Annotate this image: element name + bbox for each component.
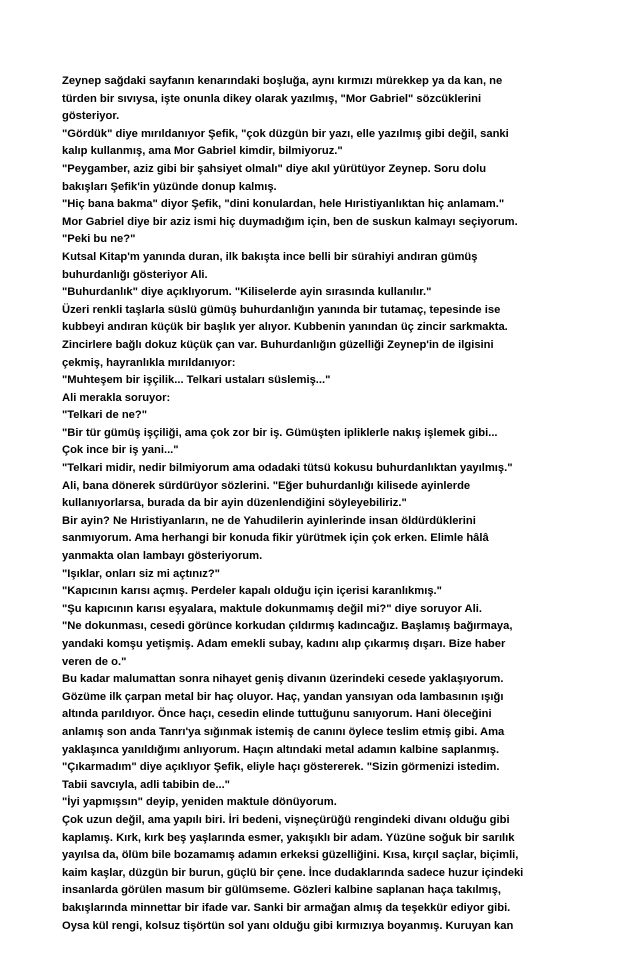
text-line: insanlarda görülen masum bir gülümseme. Gözleri kalbine saplanan haça takılmış, xyxy=(62,884,501,897)
text-line: yandaki komşu yetişmiş. Adam emekli subay, kadını alıp çıkarmış dışarı. Bize haber xyxy=(62,638,506,650)
text-line: "Kapıcının karısı açmış. Perdeler kapalı olduğu için içerisi karanlıkmış." xyxy=(62,585,442,598)
text-line: kubbeyi andıran küçük bir başlık yer alıyor. Kubbenin yanından üç zincir sarkmakta. xyxy=(62,321,508,334)
text-line: çekmiş, hayranlıkla mırıldanıyor: xyxy=(62,356,236,369)
text-line: buhurdanlığı gösteriyor Ali. xyxy=(62,268,208,281)
text-line xyxy=(62,935,580,953)
text-line: Ali, bana dönerek sürdürüyor sözlerini. "Eğer buhurdanlığı kilisede ayinlerde xyxy=(62,479,471,492)
text-line: yayılsa da, ölüm bile bozamamış adamın erkeksi güzelliğini. Kısa, kırçıl saçlar, biçimli, xyxy=(62,849,519,862)
text-line: "Ne dokunması, cesedi görünce korkudan çıldırmış kadıncağız. Başlamış bağırmaya, xyxy=(62,620,513,633)
text-line: kaim kaşlar, düzgün bir burun, güçlü bir çene. İnce dudaklarında sadece huzur içindeki xyxy=(62,866,524,879)
text-line: veren de o." xyxy=(62,655,127,668)
text-line: "Telkari de ne?" xyxy=(62,409,148,422)
text-line: Çok ince bir iş yani..." xyxy=(62,444,179,457)
text-line: "Buhurdanlık" diye açıklıyorum. "Kiliselerde ayin sırasında kullanılır." xyxy=(62,286,432,299)
text-line: bakışları Şefik'in yüzünde donup kalmış. xyxy=(62,180,277,193)
text-line: türden bir sıvıysa, işte onunla dikey olarak yazılmış, "Mor Gabriel" sözcüklerini xyxy=(62,92,482,105)
text-line: Zincirlere bağlı dokuz küçük çan var. Buhurdanlığın güzelliği Zeynep'in de ilgisini xyxy=(62,338,494,351)
text-line: sanmıyorum. Ama herhangi bir konuda fikir yürütmek için çok erken. Elimle hâlâ xyxy=(62,532,489,545)
text-line: "Gördük" diye mırıldanıyor Şefik, "çok düzgün bir yazı, elle yazılmış gibi değil, sanki xyxy=(62,127,509,140)
text-line: kaplamış. Kırk, kırk beş yaşlarında esmer, yakışıklı bir adam. Yüzüne soğuk bir sarılık xyxy=(62,831,515,844)
text-line: Mor Gabriel diye bir aziz ismi hiç duymadığım için, ben de suskun kalmayı seçiyorum. xyxy=(62,215,518,228)
document-page xyxy=(62,73,580,953)
text-line: "Telkari midir, nedir bilmiyorum ama odadaki tütsü kokusu buhurdanlıktan yayılmış." xyxy=(62,462,513,475)
text-line: kullanıyorlarsa, burada da bir ayin düzenlendiğini söyleyebiliriz." xyxy=(62,497,407,510)
text-line: "Hiç bana bakma" diyor Şefik, "dini konulardan, hele Hıristiyanlıktan hiç anlamam." xyxy=(62,198,505,211)
text-line: "Muhteşem bir işçilik... Telkari ustaları süslemiş..." xyxy=(62,374,331,387)
text-line: Kutsal Kitap'm yanında duran, ilk bakışta ince belli bir sürahiyi andıran gümüş xyxy=(62,250,478,263)
text-line: Tabii savcıyla, adli tabibin de..." xyxy=(62,778,230,791)
text-line: "Şu kapıcının karısı eşyalara, maktule dokunmamış değil mi?" diye soruyor Ali. xyxy=(62,602,482,615)
text-line: altında parıldıyor. Önce haçı, cesedin elinde tuttuğunu sanıyorum. Hani öleceğini xyxy=(62,708,492,721)
text-line: Bu kadar malumattan sonra nihayet geniş divanın üzerindeki cesede yaklaşıyorum. xyxy=(62,673,504,686)
text-line: yaklaşınca yanıldığımı anlıyorum. Haçın altındaki metal adamın kalbine saplanmış. xyxy=(62,743,500,756)
text-line: anlamış son anda Tanrı'ya sığınmak istemiş de canını öylece teslim etmiş gibi. Ama xyxy=(62,725,505,738)
text-line: "Işıklar, onları siz mi açtınız?" xyxy=(62,567,220,580)
text-line: "İyi yapmışsın" deyip, yeniden maktule dönüyorum. xyxy=(62,796,337,809)
text-line: Çok uzun değil, ama yapılı biri. İri bedeni, vişneçürüğü rengindeki divanı olduğu gibi xyxy=(62,813,510,826)
text-line: Üzeri renkli taşlarla süslü gümüş buhurdanlığın yanında bir tutamaç, tepesinde ise xyxy=(62,303,501,316)
text-line: bakışlarında minnettar bir ifade var. Sanki bir armağan almış da teşekkür ediyor gibi. xyxy=(62,901,511,914)
text-line: "Bir tür gümüş işçiliği, ama çok zor bir iş. Gümüşten ipliklerle nakış işlemek gibi... xyxy=(62,426,498,439)
text-line: "Çıkarmadım" diye açıklıyor Şefik, eliyle haçı göstererek. "Sizin görmenizi istedim. xyxy=(62,761,500,774)
text-line: Oysa kül rengi, kolsuz tişörtün sol yanı olduğu gibi kırmızıya boyanmış. Kuruyan kan xyxy=(62,919,514,932)
text-line: Zeynep sağdaki sayfanın kenarındaki boşluğa, aynı kırmızı mürekkep ya da kan, ne xyxy=(62,75,503,87)
text-line: Ali merakla soruyor: xyxy=(62,391,171,404)
text-line: kalıp kullanmış, ama Mor Gabriel kimdir, bilmiyoruz." xyxy=(62,145,343,158)
text-line: gösteriyor. xyxy=(62,110,120,123)
text-line: Gözüme ilk çarpan metal bir haç oluyor. Haç, yandan yansıyan oda lambasının ışığı xyxy=(62,690,504,703)
text-line: "Peki bu ne?" xyxy=(62,233,136,246)
text-line: Bir ayin? Ne Hıristiyanların, ne de Yahudilerin ayinlerinde insan öldürdüklerini xyxy=(62,514,476,527)
text-line: yanmakta olan lambayı gösteriyorum. xyxy=(62,550,263,563)
text-line: "Peygamber, aziz gibi bir şahsiyet olmalı" diye akıl yürütüyor Zeynep. Soru dolu xyxy=(62,162,487,175)
